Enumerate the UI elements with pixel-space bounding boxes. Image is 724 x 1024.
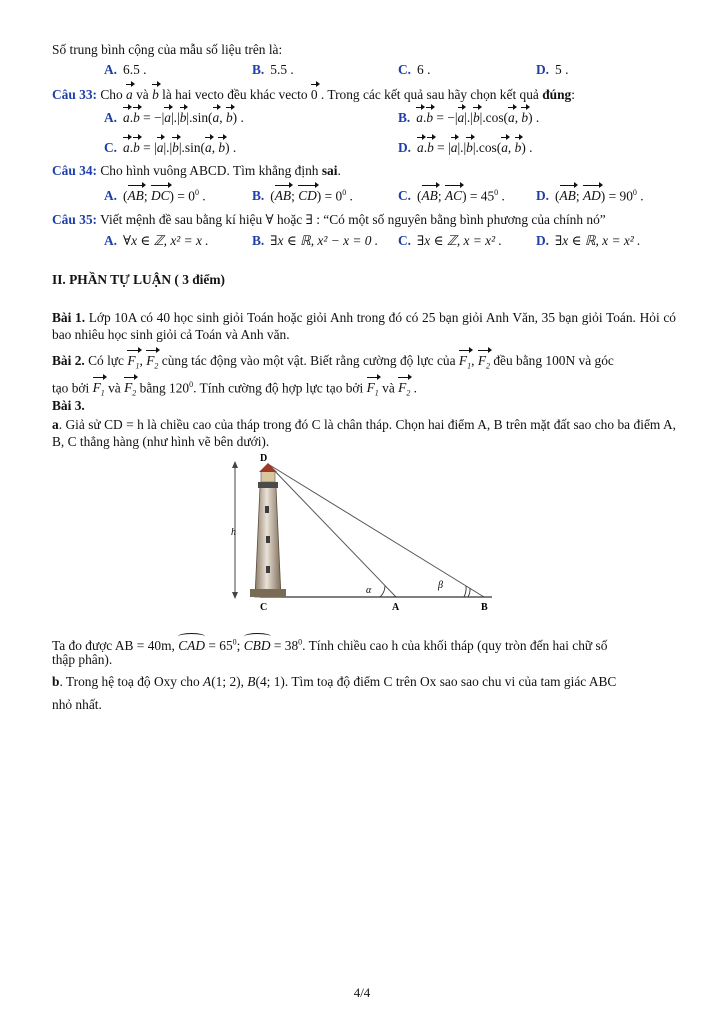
question-35 [52, 211, 676, 228]
q35-option-d [536, 232, 640, 249]
option-text: 6.5 . [123, 62, 147, 77]
arrow-head-down [232, 592, 238, 599]
label-beta: β [438, 580, 443, 591]
exercise-text: và [378, 380, 399, 396]
q33-option-a: A. a.b = −|a|.|b|.sin(a, b) . [104, 106, 244, 126]
exercise-text: đều bằng 100N và góc [490, 353, 614, 368]
option-text: 5.5 . [270, 62, 294, 77]
part-label: b [52, 674, 60, 689]
question-number: Câu 33: [52, 87, 98, 102]
q32-option-d [536, 61, 568, 78]
intro-text: Số trung bình cộng của mẫu số liệu trên là: [52, 42, 283, 57]
label-d: D [260, 453, 268, 464]
angle-arc-beta-2 [464, 586, 466, 597]
exercise-3b-end: nhỏ nhất. [52, 697, 102, 712]
q33-option-c: C. a.b = |a|.|b|.sin(a, b) . [104, 136, 236, 156]
lighthouse-figure [222, 451, 504, 613]
option-label: B. [252, 62, 265, 77]
question-text: : [571, 87, 575, 102]
question-emphasis: sai [321, 163, 338, 178]
question-text: và [132, 87, 153, 102]
exercise-text: Có lực [84, 353, 128, 368]
exercise-text: . Trong hệ toạ độ Oxy cho [59, 674, 204, 689]
exercise-text: tạo bởi [52, 380, 93, 396]
exercise-3a-measurements: Ta đo được AB = 40m, CAD = $65^0$; CBD = $38^0$. Tính chiều cao h của khối tháp (quy tròn đến hai chữ số [52, 633, 676, 654]
option-text: ∃x ∈ ℝ, x = x² . [555, 233, 641, 248]
exercise-3a-end: thập phân). [52, 652, 113, 667]
question-text: . [337, 163, 341, 178]
question-text: Cho [97, 87, 127, 102]
exercise-text: = 38 [270, 638, 299, 653]
question-33: Câu 33: Cho a và b là hai vecto đều khác vecto 0 . Trong các kết quả sau hãy chọn kết quả đúng: [52, 83, 676, 103]
label-alpha: α [366, 585, 372, 596]
exercise-text: . Tính chiều cao h của khối tháp (quy tròn đến hai chữ số [302, 638, 608, 653]
q32-option-b [252, 61, 294, 78]
option-label: C. [398, 62, 412, 77]
exercise-text: bằng 120 [136, 380, 190, 396]
option-label: A. [104, 110, 118, 125]
option-label: B. [398, 110, 411, 125]
q33-option-d: D. a.b = |a|.|b|.cos(a, b) . [398, 136, 532, 156]
option-text: 6 . [417, 62, 431, 77]
exercise-text: . Giả sử CD = h là chiều cao của tháp trong đó C là chân tháp. Chọn hai điểm A, B trên mặt đất sao cho ba điểm A, B, C thẳng hàng (như hình vẽ bên dưới). [52, 417, 676, 449]
exercise-text: . [410, 380, 418, 396]
exercise-2-line1: Bài 2. Có lực $F_1$, $F_2$ cùng tác động vào một vật. Biết rằng cường độ lực của $F_1$, $F_2$ đều bằng 100N và góc [52, 349, 676, 375]
exercise-text: Ta đo được AB = 40m, [52, 638, 179, 653]
exercise-3-label: Bài 3. [52, 398, 85, 413]
q35-option-c [398, 232, 502, 249]
option-label: D. [398, 140, 412, 155]
sight-line-db [268, 464, 484, 597]
option-label: A. [104, 233, 118, 248]
question-emphasis: đúng [542, 87, 572, 102]
question-34 [52, 162, 676, 179]
option-label: D. [536, 188, 550, 204]
exercise-text: = 65 [205, 638, 233, 653]
option-label: A. [104, 62, 118, 77]
option-text: ∀x ∈ ℤ, x² = x . [123, 233, 209, 248]
label-c: C [260, 602, 268, 613]
question-text: là hai vecto đều khác vecto [158, 87, 311, 102]
q34-option-b: B. (AB; $CD) = 0^0$ . [252, 184, 353, 204]
question-number: Câu 34: [52, 163, 98, 178]
q34-option-c: C. (AB; $AC) = 45^0$ . [398, 184, 505, 204]
exercise-text: cùng tác động vào một vật. Biết rằng cường độ lực của [158, 353, 459, 368]
angle-arc-alpha [380, 586, 385, 597]
section-title: II. PHẦN TỰ LUẬN ( 3 điểm) [52, 272, 225, 287]
exercise-label: Bài 1. [52, 310, 86, 325]
option-label: B. [252, 233, 265, 248]
question-text: Viết mệnh đề sau bằng kí hiệu ∀ hoặc ∃ : “Có một số nguyên bằng bình phương của chính nó” [97, 212, 606, 227]
exercise-text: . Tính cường độ hợp lực tạo bởi [193, 380, 367, 396]
q32-option-a [104, 61, 146, 78]
question-number: Câu 35: [52, 212, 98, 227]
exercise-1 [52, 309, 676, 343]
q35-option-b [252, 232, 378, 249]
label-a: A [392, 602, 400, 613]
option-label: D. [536, 233, 550, 248]
lighthouse-tower [250, 463, 286, 597]
option-label: D. [536, 62, 550, 77]
q35-option-a [104, 232, 209, 249]
exercise-text: Lớp 10A có 40 học sinh giỏi Toán hoặc giỏi Anh trong đó có 25 bạn giỏi Anh Văn, 35 bạn giỏi Toán. Hỏi có bao nhiêu học sinh giỏi cả Toán và Anh văn. [52, 310, 676, 342]
arrow-head-up [232, 461, 238, 468]
exercise-label: Bài 2. [52, 353, 85, 368]
label-h: h [231, 527, 236, 538]
option-text: 5 . [555, 62, 569, 77]
angle-arc-beta [468, 588, 470, 597]
exercise-2-line2: tạo bởi $F_1$ và $F_2$ bằng $120^0$. Tính cường độ hợp lực tạo bởi $F_1$ và $F_2$ . [52, 376, 676, 402]
label-b: B [481, 602, 488, 613]
q32-option-c [398, 61, 430, 78]
part-label: a [52, 417, 59, 432]
exercise-3b: b. Trong hệ toạ độ Oxy cho A(1; 2), B(4; 1). Tìm toạ độ điểm C trên Ox sao sao chu vi của tam giác ABC [52, 674, 617, 689]
option-label: A. [104, 188, 118, 204]
exercise-text: . Tìm toạ độ điểm C trên Ox sao sao chu vi của tam giác ABC [284, 674, 617, 689]
option-label: B. [252, 188, 265, 204]
exercise-3a [52, 416, 676, 450]
option-label: C. [398, 188, 412, 204]
option-text: ∃x ∈ ℤ, x = x² . [417, 233, 502, 248]
q34-option-d: D. (AB; $AD) = 90^0$ . [536, 184, 644, 204]
option-label: C. [104, 140, 118, 155]
question-text: Cho hình vuông ABCD. Tìm khẳng định [97, 163, 322, 178]
question-text: . Trong các kết quả sau hãy chọn kết quả [317, 87, 543, 102]
page-number: 4/4 [353, 985, 371, 1000]
q33-option-b: B. a.b = −|a|.|b|.cos(a, b) . [398, 106, 539, 126]
exercise-text: ; [236, 638, 244, 653]
q34-option-a: A. (AB; $DC) = 0^0$ . [104, 184, 206, 204]
option-label: C. [398, 233, 412, 248]
option-text: ∃x ∈ ℝ, x² − x = 0 . [270, 233, 379, 248]
exercise-text: và [104, 380, 125, 396]
